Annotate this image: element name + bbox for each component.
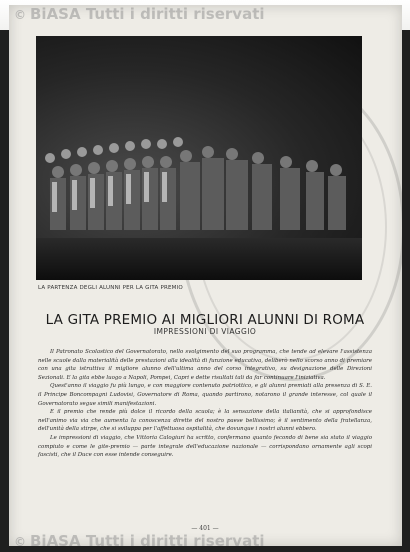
paragraph: E il premio che rende più dolce il ricordo della scuola; è la sensazione della italianità, che si approfondisce nell'animo via via che aumenta la conoscenza dirette del nostro paese bellissimo; è il sentimento della fratellanza, dell'unità della stirpe, che si sviluppa per l'affettuosa ospitalità, che dovunque i nostri alunni ebbero. xyxy=(38,409,372,433)
article-title: LA GITA PREMIO AI MIGLIORI ALUNNI DI ROMA xyxy=(45,312,365,328)
photo-caption: LA PARTENZA DEGLI ALUNNI PER LA GITA PREMIO xyxy=(38,285,183,291)
watermark-bottom xyxy=(14,532,265,550)
paragraph: Quest'anno il viaggio fu più lungo, e con maggiore contenuto patriottico, e gli alunni premiati alla presenza di S. E. il Principe Boncompagni Ludovisi, Governatore di Roma, quando partirono, notarono il grande interesse, col quale il Governatorato segue simili manifestazioni. xyxy=(38,383,372,407)
copyright-icon: © xyxy=(14,535,26,549)
crowd-figures xyxy=(36,122,362,242)
copyright-icon: © xyxy=(14,8,26,22)
stage-steps xyxy=(36,238,362,280)
photograph xyxy=(36,36,362,280)
paragraph: Le impressioni di viaggio, che Vittoria Calogiuri ha scritto, confermano quanto fecondo di bene sia stato il viaggio compiuto e come le gite-premio — parte integrale dell'educazione nazionale — corrispondano ornamente agli scopi fascisti, che il Duce con esse intende conseguire. xyxy=(38,434,372,459)
article-subtitle: IMPRESSIONI DI VIAGGIO xyxy=(153,327,257,336)
watermark-top xyxy=(14,5,265,23)
watermark-top-text: BiASA Tutti i diritti riservati xyxy=(30,5,265,23)
page-number: — 401 — xyxy=(191,525,219,532)
article-body xyxy=(38,348,372,460)
watermark-bottom-text: BiASA Tutti i diritti riservati xyxy=(30,532,265,550)
paragraph: Il Patronato Scolastico del Governatorato, nello svolgimento del suo programma, che tende ad elevare l'assistenza nelle scuole dalla materialità delle prestazioni alla idealità di funzione educativa, deliberò nello scorso anno di premiare con una gita istruttiva il migliore alunno dell'ultima anno del corso integrativo, su designazione delle Direzioni Sezionali. E la gita ebbe luogo a Napoli, Pompei, Capri e dette risultati tali da far continuare l'iniziativa. xyxy=(38,349,372,381)
